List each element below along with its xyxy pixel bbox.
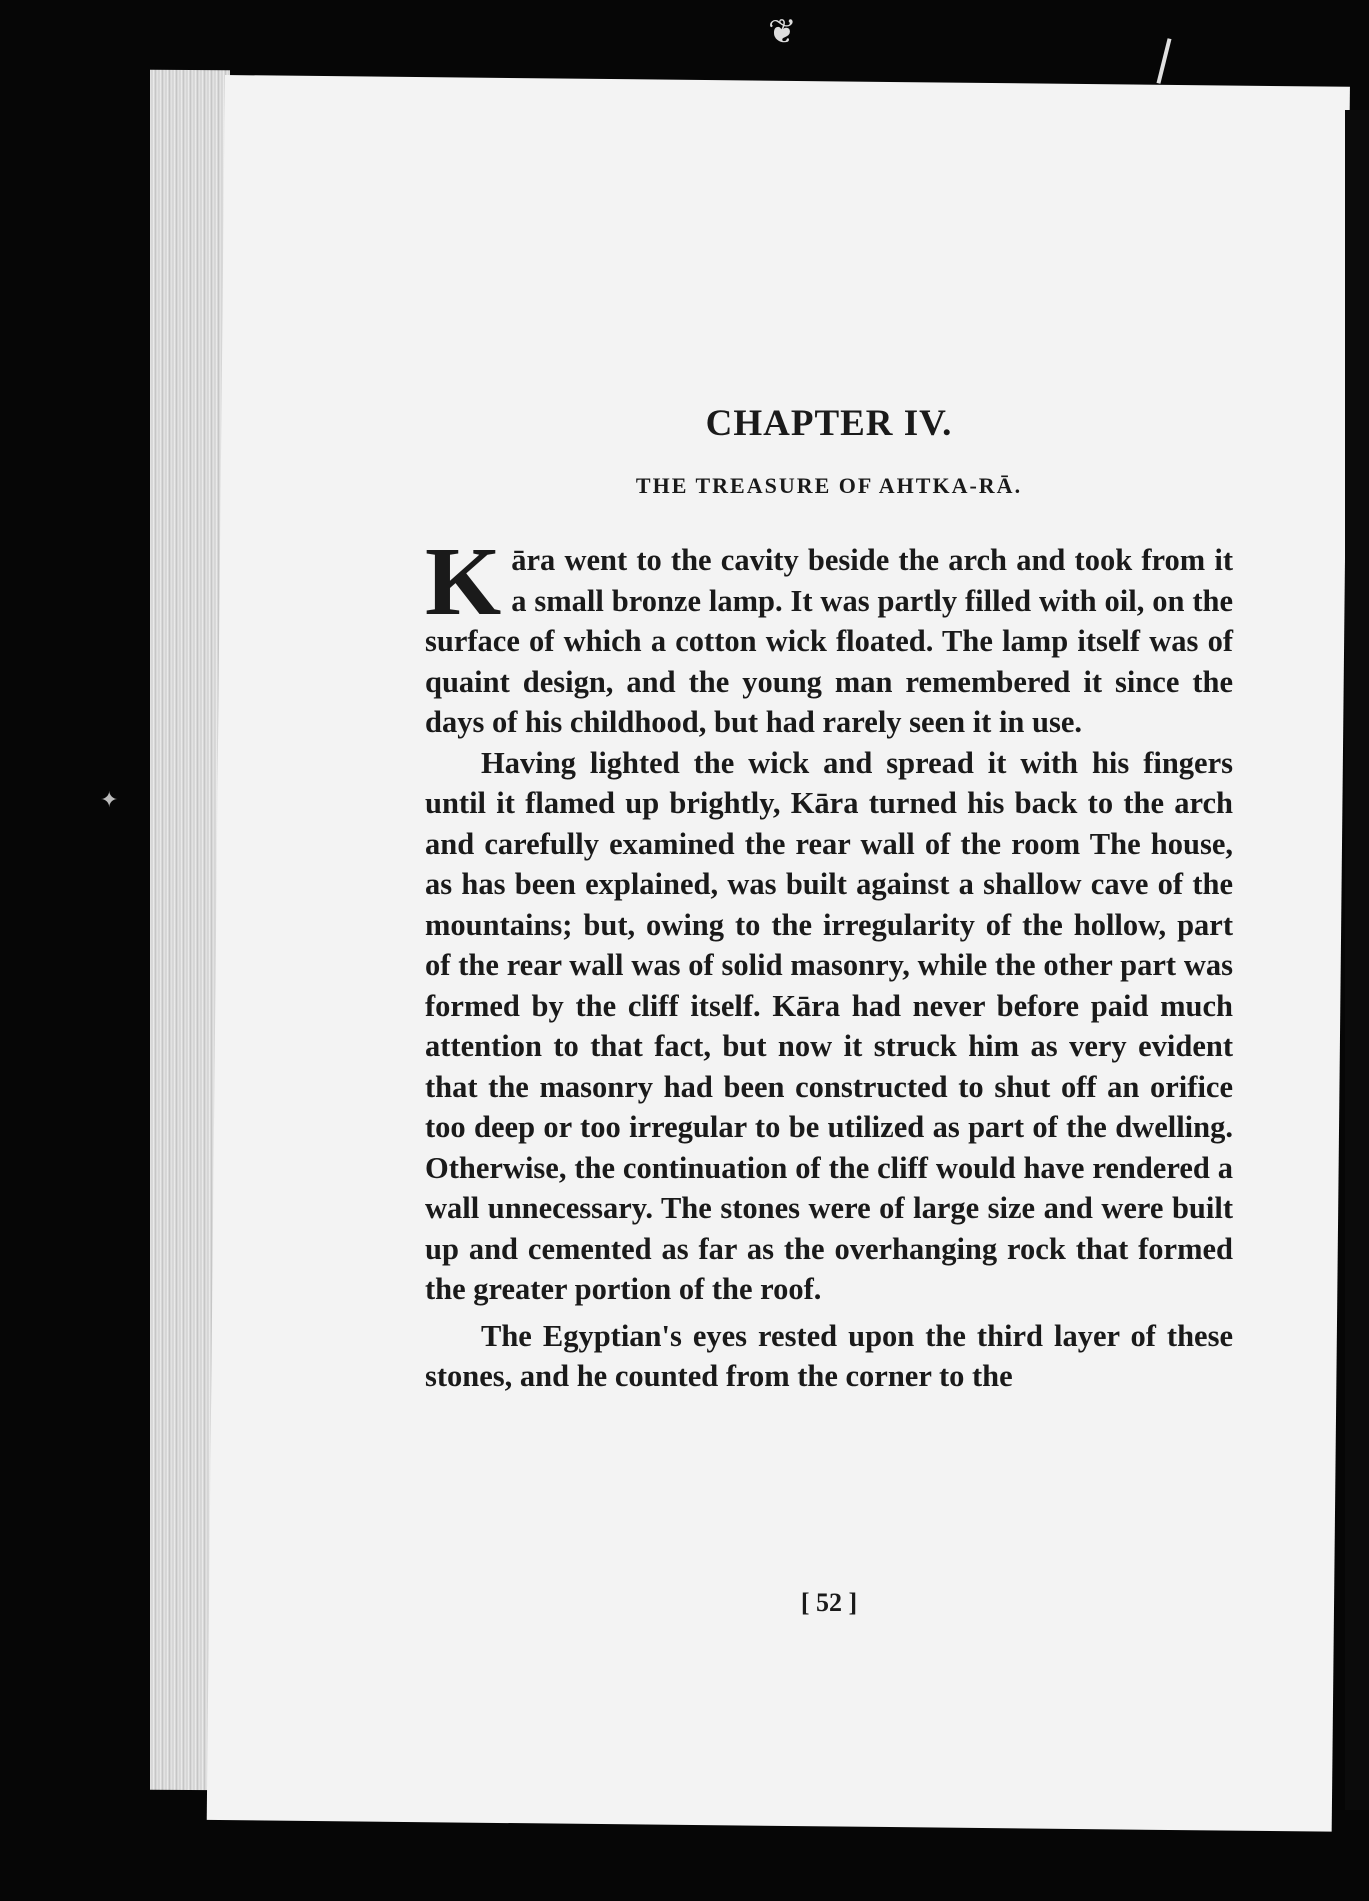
- page-number: [ 52 ]: [800, 1588, 858, 1617]
- drop-cap: K: [425, 528, 502, 636]
- scan-speck: ❦: [768, 14, 797, 51]
- paragraph: The Egyptian's eyes rested upon the third layer of these stones, and he counted from the corner to the: [425, 1318, 1233, 1393]
- paragraph: Having lighted the wick and spread it with his fingers until it flamed up brightly, Kāra turned his back to the arch and carefully examined the rear wall of the room The house, as has been explained, was built against a shallow cave of the mountains; but, owing to the irregularity of the hollow, part of the rear wall was of solid masonry, while the other part was formed by the cliff itself. Kāra had never before paid much attention to that fact, but now it struck him as very evident that the masonry had been constructed to shut off an orifice too deep or too irregular to be utilized as part of the dwelling. Otherwise, the continuation of the cliff would have rendered a wall unnecessary. The stones were of large size and were built up and cemented as far as the overhanging rock that formed the greater portion of the roof.: [425, 745, 1233, 1306]
- scan-mark: [1156, 38, 1171, 84]
- paragraph: [425, 528, 1233, 743]
- chapter-title: CHAPTER IV.: [705, 403, 953, 444]
- scan-speck-left: ✦: [100, 787, 119, 812]
- body-text: [425, 528, 1233, 1397]
- paragraph-text: āra went to the cavity beside the arch and took from it a small bronze lamp. It was partly filled with oil, on the surface of which a cotton wick floated. The lamp itself was of quaint design, and the young man remembered it since the days of his childhood, but had rarely seen it in use.: [425, 543, 1233, 739]
- chapter-subtitle: THE TREASURE OF AHTKA-RĀ.: [635, 473, 1023, 498]
- facing-page-edge: [1345, 110, 1369, 1810]
